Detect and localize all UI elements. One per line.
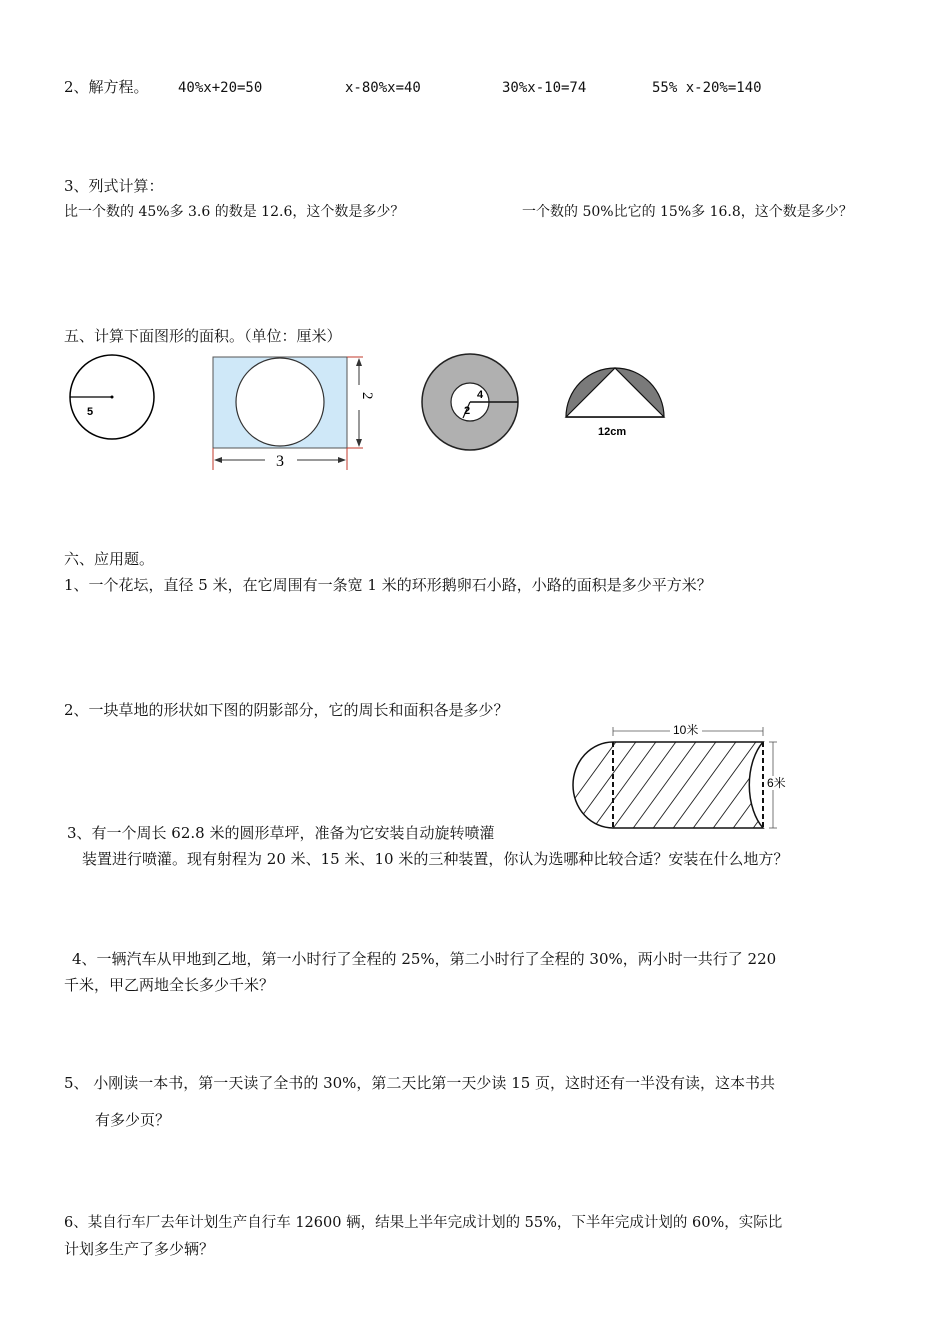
fig2-side-label: 2	[359, 392, 375, 400]
fig4-diameter-label: 12cm	[598, 426, 627, 438]
fig1-radius-label: 5	[87, 406, 94, 418]
area-section-heading: 五、计算下面图形的面积。（单位：厘米）	[64, 327, 342, 345]
fig2-bottom-label: 3	[276, 453, 284, 470]
application-heading: 六、应用题。	[64, 550, 155, 568]
column-calculation-heading: 3、列式计算：	[64, 177, 164, 195]
figure-circle-radius	[60, 355, 160, 445]
calc-question-1: 比一个数的 45%多 3.6 的数是 12.6，这个数是多少？	[64, 204, 405, 220]
app-question-6-line1: 6、某自行车厂去年计划生产自行车 12600 辆，结果上半年完成计划的 55%，下半年完成计划的 60%，实际比	[64, 1215, 783, 1231]
equation-3: 30%x-10=74	[502, 80, 587, 96]
figure-rectangle-circle	[205, 352, 385, 477]
app-question-2: 2、一块草地的形状如下图的阴影部分，它的周长和面积各是多少？	[64, 701, 509, 719]
figure-annulus	[418, 350, 528, 455]
app-question-6-line2: 计划多生产了多少辆？	[64, 1240, 215, 1258]
app-question-4-line1: 4、一辆汽车从甲地到乙地，第一小时行了全程的 25%，第二小时行了全程的 30%，两小时一共行了 220	[72, 950, 777, 968]
app-question-5-line1: 5、 小刚读一本书，第一天读了全书的 30%，第二天比第一天少读 15 页，这时还有一半没有读，这本书共	[64, 1074, 776, 1092]
fig3-outer-label: 4	[477, 389, 484, 401]
equation-2: x-80%x=40	[345, 80, 421, 96]
q2-fig-side-label: 6米	[767, 776, 786, 790]
app-question-5-line2: 有多少页？	[95, 1111, 171, 1129]
solve-equations-heading: 2、解方程。	[64, 78, 149, 96]
app-question-4-line2: 千米，甲乙两地全长多少千米？	[64, 976, 275, 994]
figure-hatched-lawn	[566, 718, 796, 838]
equation-4: 55% x-20%=140	[652, 80, 762, 96]
app-question-1: 1、一个花坛，直径 5 米，在它周围有一条宽 1 米的环形鹅卵石小路，小路的面积是多少平方米？	[64, 576, 712, 594]
fig3-inner-label: 2	[464, 405, 471, 417]
figure-semicircle-triangle	[560, 365, 670, 445]
app-question-3-line1: 3、有一个周长 62.8 米的圆形草坪，准备为它安装自动旋转喷灌	[67, 824, 495, 842]
q2-fig-top-label: 10米	[673, 723, 699, 737]
calc-question-2: 一个数的 50%比它的 15%多 16.8，这个数是多少？	[522, 204, 853, 220]
equation-1: 40%x+20=50	[178, 80, 263, 96]
app-question-3-line2: 装置进行喷灌。现有射程为 20 米、15 米、10 米的三种装置，你认为选哪种比较合适？安装在什么地方？	[82, 850, 789, 868]
